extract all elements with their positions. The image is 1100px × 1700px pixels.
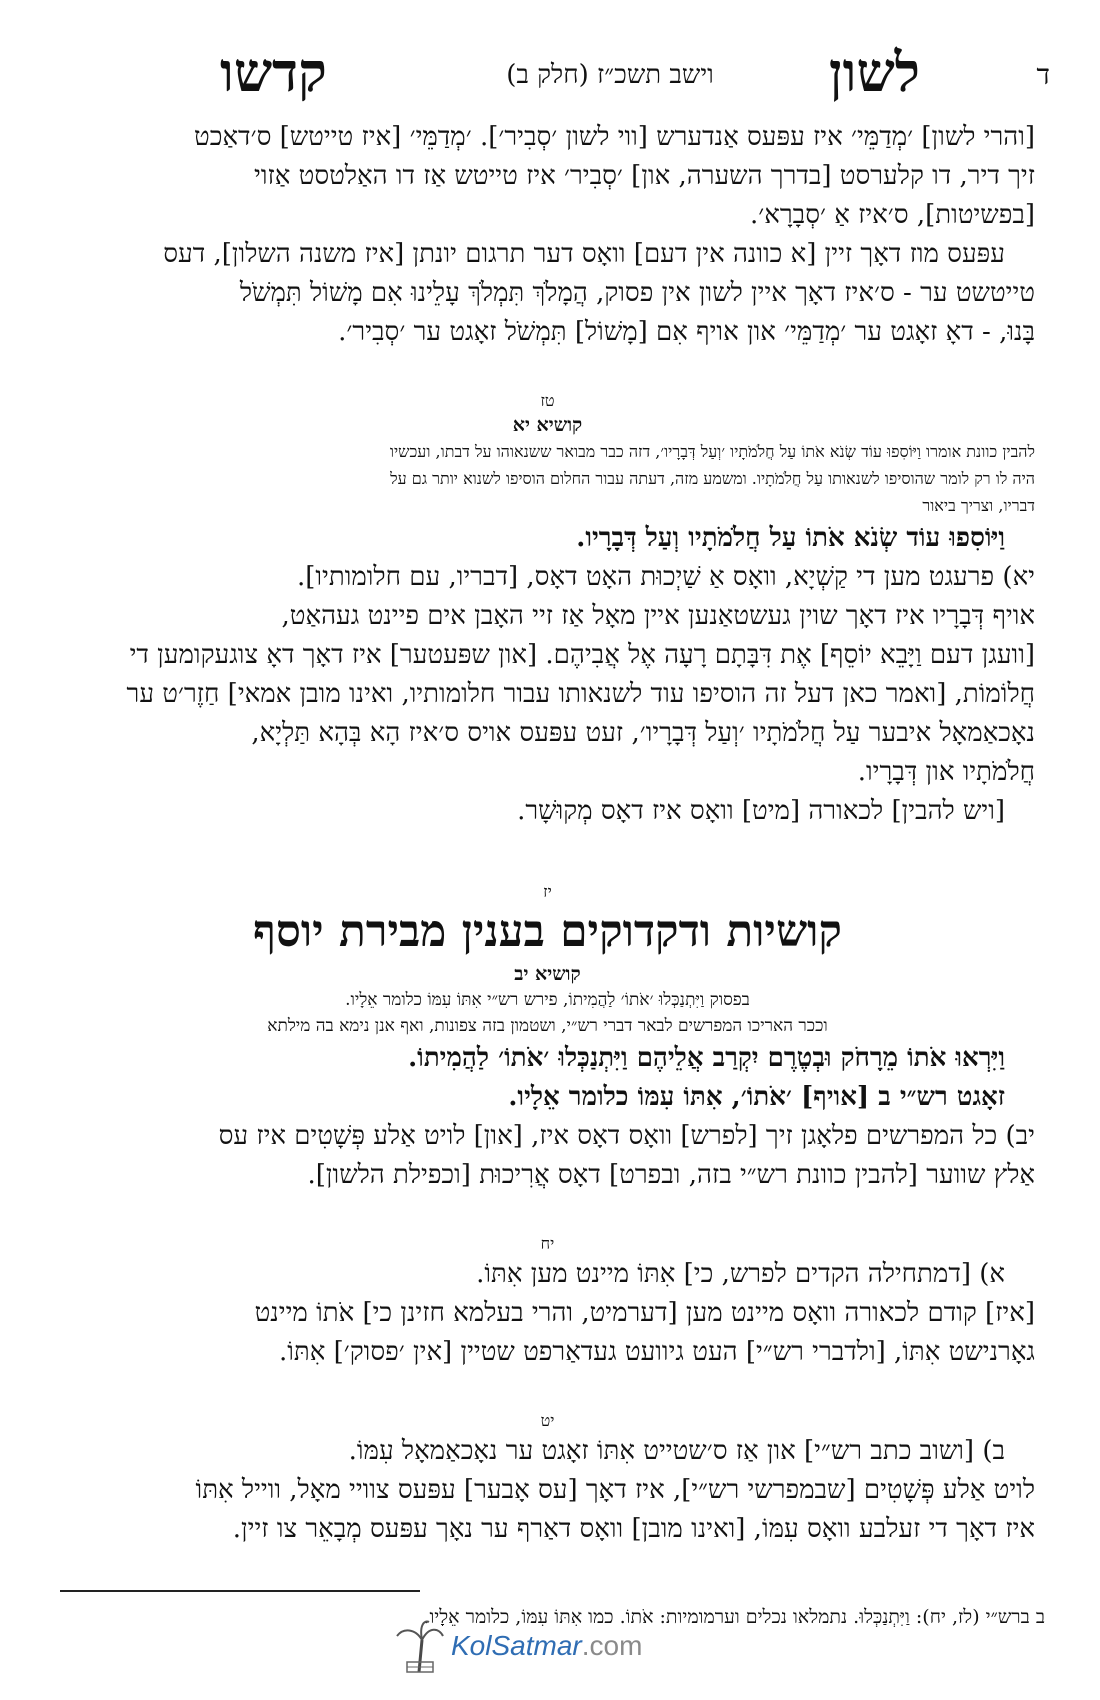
question-11-line2: היה לו רק לומר שהוסיפו לשנאותו עַל חֲלֹמֹתָיו. ומשמע מזה, דעתה עבור החלום הוסיפו לשנוא יותר גם על xyxy=(390,469,1035,488)
para3-line6: חֲלֹמֹתָיו און דְּבָרָיו. xyxy=(857,757,1035,787)
para3-line7: [ויש להבין] לכאורה [מיט] וואָס איז דאָס מְקוּשָׁר. xyxy=(517,796,1005,826)
para3-line4: חֲלוֹמוֹת, [ואמר כאן דעל זה הוסיפו עוד לשנאותו עבור חלומותיו, ואינו מובן אמאי] חַזֶר׳ט ער xyxy=(126,679,1035,709)
section-number-18: יח xyxy=(540,1234,555,1253)
watermark-text xyxy=(451,1630,642,1662)
para3-line1: יא) פרעגט מען די קַשְׁיָא, וואָס אַ שַׁיְכוּת האָט דאָס, [דבריו, עם חלומותיו]. xyxy=(296,562,1035,592)
watermark-logo xyxy=(395,1618,643,1678)
sec18-line1: א) [דמתחילה הקדים לפרש, כי] אִתּוֹ מיינט מען אִתּוֹ. xyxy=(476,1259,1005,1289)
para3-line2: אויף דְּבָרָיו איז דאָך שוין געשטאַנען איין מאָל אַז זיי האָבן אים פיינט געהאַט, xyxy=(281,601,1035,631)
watermark-domain: .com xyxy=(581,1630,643,1661)
para4-line2: אַלץ שווער [להבין כוונת רש״י בזה, ובפרט] דאָס אֲרִיכוּת [וכפילת הלשון]. xyxy=(307,1160,1035,1190)
sec19-line1: ב) [ושוב כתב רש״י] און אַז ס׳שטייט אִתּוֹ זאָגט ער נאָכאַמאָל עִמּוֹ. xyxy=(348,1436,1005,1466)
question-12-line2: וככר האריכו המפרשים לבאר דברי רש״י, ושטמון בזה צפונות, ואף אנן נימא בה מילתא xyxy=(267,1016,828,1036)
palm-tree-icon xyxy=(395,1618,445,1674)
question-12-title: קושיא יב xyxy=(514,963,581,985)
page-letter: ד xyxy=(1036,58,1050,91)
header-title-left: קדשו xyxy=(220,40,327,104)
header-title-right: לשון xyxy=(828,40,920,104)
footnote: ב ברש״י (לז, יח): וַיִּתְנַכְּלוּ. נתמלאו נכלים וערמומיות: אֹתוֹ. כמו אִתּוֹ עִמּוֹ, כלומר אֵלָיו. xyxy=(423,1606,1045,1628)
para3-line5: נאָכאַמאָל איבער עַל חֲלֹמֹתָיו ׳וְעַל דְּבָרָיו׳, זעט עפּעס אויס ס׳איז הָא בְּהָא תַּלְיָא, xyxy=(251,718,1035,748)
para1-line3: [בפשיטות], ס׳איז אַ ׳סְבָרָא׳. xyxy=(750,200,1035,230)
question-11-line1: להבין כוונת אומרו וַיּוֹסִפוּ עוֹד שְׂנֹא אֹתוֹ עַל חֲלֹמֹתָיו ׳וְעַל דְּבָרָיו׳, דזה כבר מבואר ששנאוהו על דבתו, ועכשיו xyxy=(389,442,1035,461)
para4-line1: יב) כל המפרשים פלאָגן זיך [לפרש] וואָס דאָס איז, [און] לויט אַלע פְּשָׁטִים איז עס xyxy=(218,1121,1035,1151)
sec19-line3: איז דאָך די זעלבע וואָס עִמּוֹ, [ואינו מובן] וואָס דאַרף ער נאָך עפּעס מְבָאֵר צו זיין. xyxy=(232,1514,1035,1544)
section-title: קושיות ודקדוקים בענין מבירת יוסף xyxy=(253,906,842,957)
main-text xyxy=(60,118,1035,1549)
para1-line2: זיך דיר, דו קלערסט [בדרך השערה, און] ׳סְבִיר׳ איז טייטש אַז דו האַלטסט אַזוי xyxy=(254,161,1035,191)
question-12-line1: בפסוק וַיִּתְנַכְּלוּ ׳אֹתוֹ׳ לַהֲמִיתוֹ, פירש רש״י אִתּוֹ עִמּוֹ כלומר אֵלָיו. xyxy=(345,990,750,1010)
sec19-line2: לויט אַלע פְּשָׁטִים [שבמפרשי רש״י], איז דאָך [עס אָבער] עפּעס צוויי מאָל, ווייל אִתּוֹ xyxy=(195,1475,1035,1505)
para3-line3: [וועגן דעם וַיָּבֵא יוֹסֵף] אֶת דִּבָּתָם רָעָה אֶל אֲבִיהֶם. [און שפּעטער] איז דאָך דאָ צוגעקומען די xyxy=(129,640,1035,670)
question-11-title: קושיא יא xyxy=(512,414,583,436)
sec18-line3: גאָרנישט אִתּוֹ, [ולדברי רש״י] העט גיוועט געדאַרפט שטיין [אין ׳פסוק׳] אִתּוֹ. xyxy=(278,1337,1035,1367)
para1-line1: [והרי לשון] ׳מְדַמֵּי׳ איז עפּעס אַנדערש [ווי לשון ׳סְבִיר׳]. ׳מְדַמֵּי׳ [איז טייטש] ס׳דאַכט xyxy=(194,122,1035,152)
watermark-name: KolSatmar xyxy=(451,1630,582,1661)
verse-1: וַיּוֹסִפוּ עוֹד שְׂנֹא אֹתוֹ עַל חֲלֹמֹתָיו וְעַל דְּבָרָיו. xyxy=(576,523,1005,553)
para2-line2: טייטשט ער - ס׳איז דאָך איין לשון אין פסוק, הֲמָלֹךְ תִּמְלֹךְ עָלֵינוּ אִם מָשׁוֹל תִּמְשֹׁל xyxy=(239,278,1035,308)
page-header xyxy=(60,40,1050,110)
footnote-divider xyxy=(60,1590,420,1592)
verse-2: וַיִּרְאוּ אֹתוֹ מֵרָחֹק וּבְטֶרֶם יִקְרַב אֲלֵיהֶם וַיִּתְנַכְּלוּ ׳אֹתוֹ׳ לַהֲמִיתוֹ. xyxy=(408,1043,1005,1073)
section-number-19: יט xyxy=(540,1411,555,1430)
header-center-text: וישב תשכ״ז (חלק ב) xyxy=(506,60,714,90)
para2-line3: בָּנוּ, - דאָ זאָגט ער ׳מְדַמֵּי׳ און אויף אִם [מָשׁוֹל] תִּמְשֹׁל זאָגט ער ׳סְבִיר׳. xyxy=(338,317,1035,347)
section-number-16: טז xyxy=(540,391,555,410)
section-number-17: יז xyxy=(543,882,552,901)
question-11-line3: דבריו, וצריך ביאור xyxy=(922,496,1035,515)
para2-line1: עפּעס מוז דאָך זיין [א כוונה אין דעם] וואָס דער תרגום יונתן [איז משנה השלון], דעס xyxy=(163,239,1005,269)
verse-3: זאָגט רש״י ב [אויף] ׳אֹתוֹ׳, אִתּוֹ עִמּוֹ כלומר אֵלָיו. xyxy=(508,1082,1005,1112)
sec18-line2: [איז] קודם לכאורה וואָס מיינט מען [דערמיט, והרי בעלמא חזינן כי] אֹתוֹ מיינט xyxy=(254,1298,1035,1328)
